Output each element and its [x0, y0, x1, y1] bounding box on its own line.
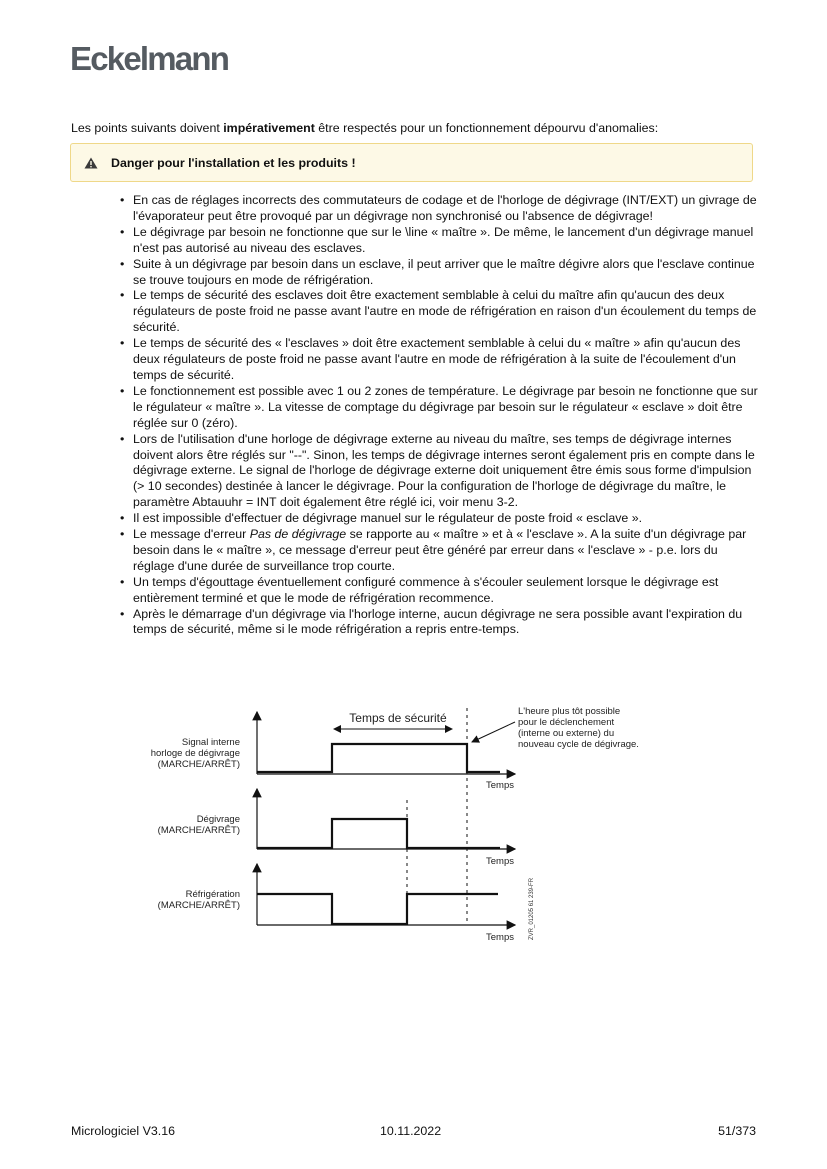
time-label: Temps	[486, 780, 514, 791]
note-pointer	[472, 722, 515, 742]
warning-icon	[84, 157, 98, 169]
defrost-timing-diagram	[120, 700, 680, 950]
danger-title: Danger pour l'installation et les produits !	[111, 156, 356, 170]
note-line3: (interne ou externe) du	[518, 728, 615, 739]
footer-page-number: 51/373	[718, 1124, 756, 1138]
list-item: • Après le démarrage d'un dégivrage via l'horloge interne, aucun dégivrage ne sera possible avant l'expiration du temps de sécurité, même si le mode réfrigération a repris entre-temps.	[120, 607, 760, 639]
signal-label-line1: Signal interne	[181, 737, 240, 748]
time-label: Temps	[486, 932, 514, 943]
refrig-label-line2: (MARCHE/ARRÊT)	[157, 900, 240, 911]
signal-label-line3: (MARCHE/ARRÊT)	[157, 759, 240, 770]
safety-bullet-list	[120, 193, 760, 638]
list-item: • Lors de l'utilisation d'une horloge de dégivrage externe au niveau du maître, ses temps de dégivrage internes doivent alors être réglés sur "--". Sinon, les temps de dégivrage internes seront également pris en compte dans le dégivrage externe. Le signal de l'horloge de dégivrage externe doit uniquement être émis sous forme d'impulsion (> 10 secondes) destinée à lancer le dégivrage. Pour la configuration de l'horloge de dégivrage du maître, le paramètre Abtauuhr = INT doit également être réglé ici, voir menu 3-2.	[120, 432, 760, 512]
refrig-waveform	[257, 894, 498, 924]
defrost-label-line1: Dégivrage	[196, 814, 240, 825]
list-item: • Un temps d'égouttage éventuellement configuré commence à s'écouler seulement lorsque le dégivrage est entièrement terminé et que le mode de réfrigération recommence.	[120, 575, 760, 607]
list-item: • Le temps de sécurité des esclaves doit être exactement semblable à celui du maître afin qu'aucun des deux régulateurs de poste froid ne passe avant l'autre en mode de réfrigération en raison d'un écoulement du temps de sécurité.	[120, 288, 760, 336]
figure-reference: ZVR_01205 61 239-FR	[529, 877, 535, 940]
note-line1: L'heure plus tôt possible	[518, 706, 621, 717]
footer-date: 10.11.2022	[380, 1124, 442, 1138]
list-item: • Le temps de sécurité des « l'esclaves » doit être exactement semblable à celui du « maître » afin qu'aucun des deux régulateurs de poste froid ne passe avant l'autre en mode de réfrigération à la suite de l'écoulement d'un temps de sécurité.	[120, 336, 760, 384]
footer-version: Micrologiciel V3.16	[71, 1124, 175, 1138]
signal-label-line2: horloge de dégivrage	[150, 748, 240, 759]
defrost-label-line2: (MARCHE/ARRÊT)	[157, 825, 240, 836]
defrost-waveform	[257, 819, 500, 848]
note-line4: nouveau cycle de dégivrage.	[518, 739, 639, 750]
list-item: • Le fonctionnement est possible avec 1 ou 2 zones de température. Le dégivrage par besoin ne fonctionne que sur le régulateur « maître ». La vitesse de comptage du dégivrage par besoin sur le régulateur « esclave » doit être réglée sur 0 (zéro).	[120, 384, 760, 432]
refrig-label-line1: Réfrigération	[185, 889, 240, 900]
time-label: Temps	[486, 856, 514, 867]
list-item: • En cas de réglages incorrects des commutateurs de codage et de l'horloge de dégivrage (INT/EXT) un givrage de l'évaporateur peut être provoqué par un dégivrage non synchronisé ou l'absence de dégivrage!	[120, 193, 760, 225]
list-item: • Le dégivrage par besoin ne fonctionne que sur le \line « maître ». De même, le lancement d'un dégivrage manuel n'est pas autorisé au niveau des esclaves.	[120, 225, 760, 257]
list-item: • Le message d'erreur Pas de dégivrage se rapporte au « maître » et à « l'esclave ». A la suite d'un dégivrage par besoin dans le « maître », ce message d'erreur peut être généré par erreur dans « l'esclave » - p.e. lors du réglage d'une durée de surveillance trop courte.	[120, 527, 760, 575]
list-item: • Suite à un dégivrage par besoin dans un esclave, il peut arriver que le maître dégivre alors que l'esclave continue se trouve toujours en mode de réfrigération.	[120, 257, 760, 289]
danger-callout	[70, 143, 753, 182]
safety-time-label: Temps de sécurité	[349, 711, 447, 725]
signal-waveform	[257, 744, 500, 772]
list-item: • Il est impossible d'effectuer de dégivrage manuel sur le régulateur de poste froid « esclave ».	[120, 511, 760, 527]
note-line2: pour le déclenchement	[518, 717, 615, 728]
eckelmann-logo: Eckelmann	[70, 40, 229, 77]
intro-paragraph: Les points suivants doivent impérativement être respectés pour un fonctionnement dépourvu d'anomalies:	[71, 121, 659, 135]
